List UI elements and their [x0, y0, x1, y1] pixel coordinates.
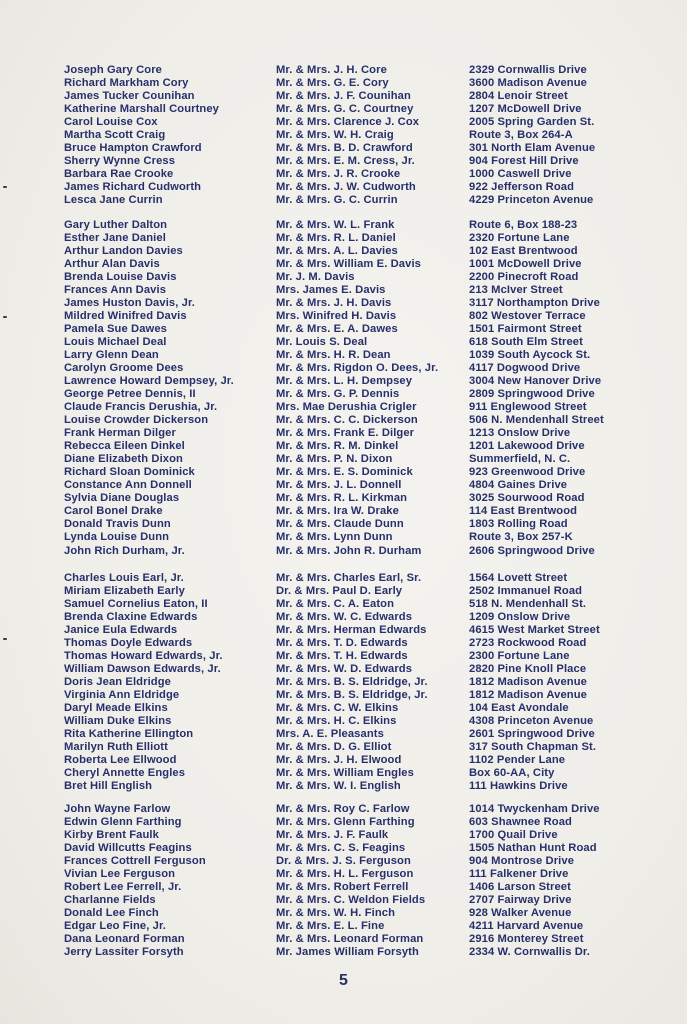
parent-names: Mr. & Mrs. P. N. Dixon — [276, 453, 393, 466]
student-name: Diane Elizabeth Dixon — [64, 453, 183, 466]
home-address: 2606 Springwood Drive — [469, 544, 595, 557]
student-name: Claude Francis Derushia, Jr. — [64, 401, 218, 414]
parent-names: Mr. & Mrs. R. L. Daniel — [276, 232, 396, 245]
home-address: 1201 Lakewood Drive — [469, 440, 585, 453]
directory-entry — [0, 933, 687, 946]
parent-names: Mr. & Mrs. C. S. Feagins — [276, 842, 406, 855]
parent-names: Mr. & Mrs. H. C. Elkins — [276, 715, 397, 728]
hole-punch-mark — [3, 316, 7, 318]
student-name: Bruce Hampton Crawford — [64, 142, 202, 155]
page-number: 5 — [339, 972, 348, 989]
home-address: 3025 Sourwood Road — [469, 492, 585, 505]
parent-names: Mr. & Mrs. J. W. Cudworth — [276, 181, 416, 194]
student-name: Donald Lee Finch — [64, 907, 159, 920]
directory-entry — [0, 842, 687, 855]
home-address: 904 Montrose Drive — [469, 855, 575, 868]
home-address: 4308 Princeton Avenue — [469, 715, 594, 728]
directory-entry — [0, 868, 687, 881]
student-name: Thomas Doyle Edwards — [64, 637, 193, 650]
parent-names: Mr. & Mrs. J. H. Davis — [276, 297, 392, 310]
home-address: 3600 Madison Avenue — [469, 77, 587, 90]
parent-names: Mr. & Mrs. L. H. Dempsey — [276, 375, 413, 388]
directory-entry — [0, 920, 687, 933]
home-address: 2300 Fortune Lane — [469, 650, 570, 663]
parent-names: Mr. & Mrs. John R. Durham — [276, 544, 422, 557]
home-address: 1209 Onslow Drive — [469, 611, 571, 624]
parent-names: Mr. & Mrs. Rigdon O. Dees, Jr. — [276, 362, 439, 375]
student-name: Constance Ann Donnell — [64, 479, 192, 492]
directory-entry — [0, 676, 687, 689]
student-name: Esther Jane Daniel — [64, 232, 166, 245]
home-address: Route 6, Box 188-23 — [469, 219, 578, 231]
parent-names: Mr. & Mrs. E. L. Fine — [276, 920, 385, 933]
home-address: 4804 Gaines Drive — [469, 479, 568, 492]
directory-entry — [0, 894, 687, 907]
parent-names: Mr. & Mrs. B. S. Eldridge, Jr. — [276, 676, 428, 689]
student-name: Robert Lee Ferrell, Jr. — [64, 881, 182, 894]
student-name: Richard Sloan Dominick — [64, 466, 195, 479]
home-address: 2329 Cornwallis Drive — [469, 64, 587, 76]
student-name: Marilyn Ruth Elliott — [64, 741, 168, 754]
parent-names: Mr. & Mrs. J. L. Donnell — [276, 479, 402, 492]
student-name: Arthur Landon Davies — [64, 245, 183, 258]
home-address: 2601 Springwood Drive — [469, 728, 595, 741]
directory-entry — [0, 142, 687, 155]
student-name: Jerry Lassiter Forsyth — [64, 946, 184, 959]
parent-names: Mr. & Mrs. B. D. Crawford — [276, 142, 413, 155]
parent-names: Mr. & Mrs. J. F. Faulk — [276, 829, 389, 842]
home-address: 2916 Monterey Street — [469, 933, 584, 946]
parent-names: Mr. & Mrs. T. D. Edwards — [276, 637, 408, 650]
home-address: Box 60-AA, City — [469, 767, 555, 780]
student-name: Arthur Alan Davis — [64, 258, 160, 271]
parent-names: Mr. & Mrs. Herman Edwards — [276, 624, 427, 637]
home-address: 1207 McDowell Drive — [469, 103, 582, 116]
parent-names: Mr. J. M. Davis — [276, 271, 355, 284]
student-name: Virginia Ann Eldridge — [64, 689, 180, 702]
directory-entry — [0, 181, 687, 194]
parent-names: Mr. & Mrs. W. L. Frank — [276, 219, 395, 231]
parent-names: Mr. & Mrs. Claude Dunn — [276, 518, 404, 531]
directory-entry — [0, 702, 687, 715]
home-address: 928 Walker Avenue — [469, 907, 572, 920]
student-name: James Richard Cudworth — [64, 181, 202, 194]
parent-names: Mr. & Mrs. G. C. Currin — [276, 194, 398, 207]
home-address: 1039 South Aycock St. — [469, 349, 591, 362]
student-name: Roberta Lee Ellwood — [64, 754, 177, 767]
directory-entry — [0, 663, 687, 676]
student-name: Brenda Claxine Edwards — [64, 611, 198, 624]
student-name: Frances Ann Davis — [64, 284, 167, 297]
parent-names: Mr. & Mrs. C. C. Dickerson — [276, 414, 418, 427]
home-address: 301 North Elam Avenue — [469, 142, 596, 155]
directory-entry — [0, 505, 687, 518]
parent-names: Mr. & Mrs. Clarence J. Cox — [276, 116, 420, 129]
home-address: 2334 W. Cornwallis Dr. — [469, 946, 590, 959]
directory-entry — [0, 689, 687, 702]
home-address: Summerfield, N. C. — [469, 453, 571, 466]
student-name: Edwin Glenn Farthing — [64, 816, 182, 829]
directory-entry — [0, 492, 687, 505]
parent-names: Mr. & Mrs. W. H. Craig — [276, 129, 394, 142]
parent-names: Mr. & Mrs. Robert Ferrell — [276, 881, 409, 894]
student-name: Richard Markham Cory — [64, 77, 189, 90]
home-address: Route 3, Box 257-K — [469, 531, 573, 544]
student-name: Charles Louis Earl, Jr. — [64, 572, 184, 584]
directory-entry — [0, 258, 687, 271]
parent-names: Mr. & Mrs. A. L. Davies — [276, 245, 398, 258]
directory-entry — [0, 271, 687, 284]
student-name: Rita Katherine Ellington — [64, 728, 194, 741]
student-name: William Duke Elkins — [64, 715, 172, 728]
home-address: 2820 Pine Knoll Place — [469, 663, 587, 676]
hole-punch-mark — [3, 638, 7, 640]
directory-entry — [0, 219, 687, 232]
home-address: 1406 Larson Street — [469, 881, 571, 894]
directory-entry — [0, 388, 687, 401]
student-name: Louis Michael Deal — [64, 336, 167, 349]
home-address: 1102 Pender Lane — [469, 754, 566, 767]
directory-entry — [0, 637, 687, 650]
directory-entry — [0, 284, 687, 297]
directory-entry — [0, 310, 687, 323]
student-name: Vivian Lee Ferguson — [64, 868, 176, 881]
student-name: Frances Cottrell Ferguson — [64, 855, 206, 868]
home-address: 1014 Twyckenham Drive — [469, 803, 600, 815]
parent-names: Mr. & Mrs. W. I. English — [276, 780, 401, 793]
directory-entry — [0, 103, 687, 116]
directory-entry — [0, 741, 687, 754]
home-address: 3004 New Hanover Drive — [469, 375, 602, 388]
parent-names: Mr. & Mrs. G. C. Courtney — [276, 103, 414, 116]
student-name: Brenda Louise Davis — [64, 271, 177, 284]
directory-entry — [0, 855, 687, 868]
student-name: Edgar Leo Fine, Jr. — [64, 920, 166, 933]
parent-names: Mr. & Mrs. E. S. Dominick — [276, 466, 413, 479]
directory-entry — [0, 466, 687, 479]
parent-names: Mr. & Mrs. R. M. Dinkel — [276, 440, 399, 453]
parent-names: Mr. & Mrs. W. H. Finch — [276, 907, 396, 920]
directory-entry — [0, 401, 687, 414]
parent-names: Mr. & Mrs. Lynn Dunn — [276, 531, 393, 544]
student-name: Janice Eula Edwards — [64, 624, 178, 637]
parent-names: Mr. & Mrs. W. D. Edwards — [276, 663, 413, 676]
directory-entry — [0, 349, 687, 362]
student-name: Doris Jean Eldridge — [64, 676, 171, 689]
home-address: 1812 Madison Avenue — [469, 689, 587, 702]
parent-names: Mrs. A. E. Pleasants — [276, 728, 384, 741]
directory-entry — [0, 816, 687, 829]
home-address: 1700 Quail Drive — [469, 829, 558, 842]
student-name: Dana Leonard Forman — [64, 933, 185, 946]
directory-entry — [0, 767, 687, 780]
home-address: 2809 Springwood Drive — [469, 388, 595, 401]
student-name: Carol Bonel Drake — [64, 505, 163, 518]
directory-entry — [0, 336, 687, 349]
parent-names: Mr. & Mrs. E. M. Cress, Jr. — [276, 155, 415, 168]
home-address: 2502 Immanuel Road — [469, 585, 583, 598]
student-name: George Petree Dennis, II — [64, 388, 196, 401]
parent-names: Mr. & Mrs. Frank E. Dilger — [276, 427, 415, 440]
parent-names: Dr. & Mrs. J. S. Ferguson — [276, 855, 411, 868]
directory-entry — [0, 129, 687, 142]
directory-entry — [0, 907, 687, 920]
directory-entry — [0, 155, 687, 168]
directory-entry — [0, 77, 687, 90]
parent-names: Mr. & Mrs. T. H. Edwards — [276, 650, 408, 663]
student-name: Samuel Cornelius Eaton, II — [64, 598, 208, 611]
student-name: Thomas Howard Edwards, Jr. — [64, 650, 223, 663]
directory-entry — [0, 780, 687, 793]
parent-names: Mr. & Mrs. E. A. Dawes — [276, 323, 398, 336]
student-name: Frank Herman Dilger — [64, 427, 176, 440]
home-address: 4117 Dogwood Drive — [469, 362, 581, 375]
directory-entry — [0, 572, 687, 585]
home-address: 104 East Avondale — [469, 702, 569, 715]
directory-entry — [0, 194, 687, 207]
parent-names: Mr. & Mrs. G. P. Dennis — [276, 388, 400, 401]
parent-names: Mr. & Mrs. J. F. Counihan — [276, 90, 411, 103]
directory-entry — [0, 427, 687, 440]
directory-entry — [0, 881, 687, 894]
student-name: Charlanne Fields — [64, 894, 156, 907]
home-address: 2200 Pinecroft Road — [469, 271, 579, 284]
student-name: Barbara Rae Crooke — [64, 168, 174, 181]
directory-entry — [0, 611, 687, 624]
directory-entry — [0, 168, 687, 181]
student-name: Lesca Jane Currin — [64, 194, 163, 207]
home-address: 1803 Rolling Road — [469, 518, 568, 531]
parent-names: Mr. & Mrs. C. Weldon Fields — [276, 894, 426, 907]
home-address: 2723 Rockwood Road — [469, 637, 587, 650]
home-address: 802 Westover Terrace — [469, 310, 586, 323]
student-name: Joseph Gary Core — [64, 64, 162, 76]
directory-entry — [0, 245, 687, 258]
student-name: Sherry Wynne Cress — [64, 155, 176, 168]
parent-names: Mr. & Mrs. J. R. Crooke — [276, 168, 401, 181]
directory-entry — [0, 90, 687, 103]
student-name: David Willcutts Feagins — [64, 842, 192, 855]
directory-entry — [0, 116, 687, 129]
directory-entry — [0, 518, 687, 531]
directory-entry — [0, 531, 687, 544]
home-address: 2707 Fairway Drive — [469, 894, 572, 907]
home-address: 102 East Brentwood — [469, 245, 578, 258]
student-name: Miriam Elizabeth Early — [64, 585, 185, 598]
home-address: 603 Shawnee Road — [469, 816, 572, 829]
directory-entry — [0, 946, 687, 959]
directory-entry — [0, 362, 687, 375]
home-address: 4229 Princeton Avenue — [469, 194, 594, 207]
parent-names: Mr. & Mrs. C. W. Elkins — [276, 702, 399, 715]
student-name: John Rich Durham, Jr. — [64, 544, 185, 557]
student-name: Rebecca Eileen Dinkel — [64, 440, 185, 453]
directory-entry — [0, 545, 687, 558]
directory-entry — [0, 232, 687, 245]
home-address: 2320 Fortune Lane — [469, 232, 570, 245]
home-address: 213 McIver Street — [469, 284, 563, 297]
directory-entry — [0, 650, 687, 663]
directory-entry — [0, 440, 687, 453]
parent-names: Mr. & Mrs. J. H. Elwood — [276, 754, 402, 767]
home-address: 923 Greenwood Drive — [469, 466, 586, 479]
parent-names: Mr. & Mrs. D. G. Elliot — [276, 741, 392, 754]
directory-entry — [0, 754, 687, 767]
parent-names: Mr. James William Forsyth — [276, 946, 419, 959]
home-address: 114 East Brentwood — [469, 505, 578, 518]
home-address: 1812 Madison Avenue — [469, 676, 587, 689]
home-address: 1505 Nathan Hunt Road — [469, 842, 597, 855]
directory-entry — [0, 323, 687, 336]
home-address: 1213 Onslow Drive — [469, 427, 571, 440]
directory-entry — [0, 598, 687, 611]
home-address: 1000 Caswell Drive — [469, 168, 572, 181]
home-address: 4211 Harvard Avenue — [469, 920, 584, 933]
home-address: 1501 Fairmont Street — [469, 323, 582, 336]
parent-names: Mr. & Mrs. William E. Davis — [276, 258, 421, 271]
student-name: Lawrence Howard Dempsey, Jr. — [64, 375, 234, 388]
home-address: 3117 Northampton Drive — [469, 297, 600, 310]
parent-names: Mr. & Mrs. H. L. Ferguson — [276, 868, 414, 881]
parent-names: Mr. & Mrs. G. E. Cory — [276, 77, 389, 90]
home-address: 111 Hawkins Drive — [469, 780, 568, 793]
student-name: James Tucker Counihan — [64, 90, 195, 103]
directory-entry — [0, 803, 687, 816]
student-name: Daryl Meade Elkins — [64, 702, 168, 715]
home-address: 506 N. Mendenhall Street — [469, 414, 604, 427]
home-address: 911 Englewood Street — [469, 401, 587, 414]
home-address: 904 Forest Hill Drive — [469, 155, 579, 168]
directory-entry — [0, 728, 687, 741]
hole-punch-mark — [3, 186, 7, 188]
student-name: Sylvia Diane Douglas — [64, 492, 180, 505]
parent-names: Mr. & Mrs. B. S. Eldridge, Jr. — [276, 689, 428, 702]
parent-names: Mr. & Mrs. R. L. Kirkman — [276, 492, 408, 505]
student-name: Carolyn Groome Dees — [64, 362, 184, 375]
parent-names: Mr. & Mrs. Charles Earl, Sr. — [276, 572, 422, 584]
parent-names: Mrs. Mae Derushia Crigler — [276, 401, 417, 414]
student-name: Katherine Marshall Courtney — [64, 103, 220, 116]
student-name: Bret Hill English — [64, 780, 153, 793]
home-address: 2005 Spring Garden St. — [469, 116, 595, 129]
student-name: Cheryl Annette Engles — [64, 767, 186, 780]
directory-entry — [0, 375, 687, 388]
home-address: 922 Jefferson Road — [469, 181, 575, 194]
parent-names: Mr. & Mrs. Ira W. Drake — [276, 505, 399, 518]
home-address: 4615 West Market Street — [469, 624, 600, 637]
directory-entry — [0, 585, 687, 598]
directory-entry — [0, 829, 687, 842]
student-name: Mildred Winifred Davis — [64, 310, 187, 323]
directory-entry — [0, 715, 687, 728]
directory-entry — [0, 414, 687, 427]
student-name: John Wayne Farlow — [64, 803, 171, 815]
home-address: 518 N. Mendenhall St. — [469, 598, 587, 611]
parent-names: Mr. & Mrs. Roy C. Farlow — [276, 803, 410, 815]
directory-entry — [0, 64, 687, 77]
student-name: Lynda Louise Dunn — [64, 531, 170, 544]
student-name: Carol Louise Cox — [64, 116, 158, 129]
home-address: 618 South Elm Street — [469, 336, 583, 349]
directory-entry — [0, 479, 687, 492]
student-name: Gary Luther Dalton — [64, 219, 168, 231]
home-address: 317 South Chapman St. — [469, 741, 597, 754]
parent-names: Mrs. James E. Davis — [276, 284, 386, 297]
student-name: Kirby Brent Faulk — [64, 829, 159, 842]
home-address: 111 Falkener Drive — [469, 868, 569, 881]
student-name: Larry Glenn Dean — [64, 349, 159, 362]
parent-names: Mr. & Mrs. W. C. Edwards — [276, 611, 413, 624]
directory-entry — [0, 297, 687, 310]
home-address: 1001 McDowell Drive — [469, 258, 582, 271]
home-address: Route 3, Box 264-A — [469, 129, 573, 142]
parent-names: Mrs. Winifred H. Davis — [276, 310, 397, 323]
parent-names: Mr. Louis S. Deal — [276, 336, 368, 349]
parent-names: Mr. & Mrs. C. A. Eaton — [276, 598, 395, 611]
parent-names: Mr. & Mrs. Glenn Farthing — [276, 816, 415, 829]
student-name: James Huston Davis, Jr. — [64, 297, 196, 310]
student-name: William Dawson Edwards, Jr. — [64, 663, 221, 676]
home-address: 2804 Lenoir Street — [469, 90, 568, 103]
student-name: Donald Travis Dunn — [64, 518, 171, 531]
parent-names: Mr. & Mrs. William Engles — [276, 767, 414, 780]
student-name: Pamela Sue Dawes — [64, 323, 167, 336]
parent-names: Dr. & Mrs. Paul D. Early — [276, 585, 403, 598]
parent-names: Mr. & Mrs. Leonard Forman — [276, 933, 424, 946]
directory-entry — [0, 453, 687, 466]
student-name: Louise Crowder Dickerson — [64, 414, 209, 427]
parent-names: Mr. & Mrs. J. H. Core — [276, 64, 387, 76]
home-address: 1564 Lovett Street — [469, 572, 568, 584]
student-name: Martha Scott Craig — [64, 129, 166, 142]
parent-names: Mr. & Mrs. H. R. Dean — [276, 349, 391, 362]
directory-entry — [0, 624, 687, 637]
